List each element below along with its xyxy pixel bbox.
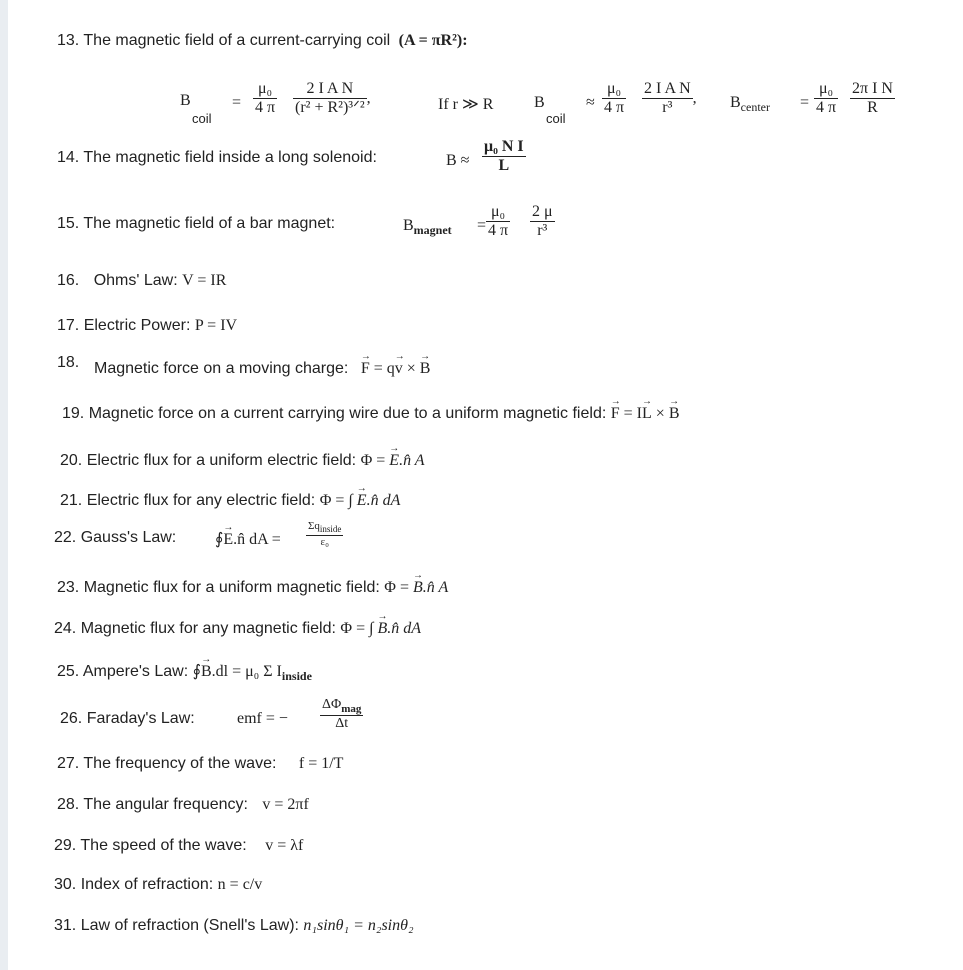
mu-over-4pi-3: $\frac{\text{μ₀}}{4 \pi}$: [816, 80, 837, 117]
solenoid-fraction: $\frac{\text{μ₀ N I}}{L}$: [484, 138, 524, 175]
item-label: Magnetic flux for a uniform magnetic field:: [83, 579, 380, 596]
item-number: 19.: [62, 405, 85, 422]
electric-flux-uniform-formula: Φ = → E.n̂ A: [361, 452, 425, 469]
item-15: [57, 215, 335, 233]
far-field-fraction: $\frac{\text{2 I A N}}{\text{r³}}$ ,: [644, 80, 697, 117]
item-number: 15.: [57, 215, 80, 232]
item-28: [57, 796, 309, 814]
item-13: [57, 32, 468, 50]
item-number: 23.: [57, 579, 80, 596]
approx-sign: ≈: [586, 94, 595, 111]
equals-sign-2: =: [800, 94, 810, 111]
equals-sign: =: [232, 94, 242, 111]
item-number: 21.: [60, 492, 83, 509]
bar-magnet-B: $B_{magnet}$: [403, 217, 452, 238]
item-label: Magnetic force on a current carrying wire due to a uniform magnetic field:: [88, 405, 607, 422]
area-note: (A = πR²):: [398, 32, 468, 49]
item-number: 17.: [57, 317, 80, 334]
item-label: Faraday's Law:: [86, 710, 195, 727]
item-number: 25.: [57, 663, 80, 680]
item-19: [62, 405, 679, 423]
item-number: 16.: [57, 272, 80, 289]
item-31: [54, 917, 414, 935]
item-label: Index of refraction:: [80, 876, 214, 893]
item-label: The magnetic field of a bar magnet:: [83, 215, 336, 232]
coil-subscript-2: coil: [546, 111, 566, 126]
item-label: The magnetic field inside a long solenoid:: [83, 149, 377, 166]
item-27: [57, 755, 343, 773]
item-label: Gauss's Law:: [80, 529, 177, 546]
electric-flux-general-formula: Φ = ∫ → E.n̂ dA: [320, 492, 401, 509]
wave-speed-formula: v = λf: [265, 837, 304, 854]
item-17: [57, 317, 237, 335]
magnetic-flux-general-formula: Φ = ∫ → B.n̂ dA: [340, 620, 421, 637]
item-label: Law of refraction (Snell's Law):: [80, 917, 299, 934]
item-22: [54, 529, 176, 547]
ohms-law-formula: V = IR: [182, 272, 227, 289]
coil-B-symbol: B: [180, 92, 191, 109]
equals-sign-3: =: [477, 217, 487, 234]
wire-force-formula: → F = I→ L × → B: [611, 405, 680, 422]
item-number: 20.: [60, 452, 83, 469]
item-29: [54, 837, 303, 855]
angular-frequency-formula: v = 2πf: [262, 796, 309, 813]
item-30: [54, 876, 262, 894]
item-14: [57, 149, 377, 167]
mu-over-4pi-4: $\frac{\text{μ₀}}{4 \pi}$: [488, 203, 509, 240]
item-number: 26.: [60, 710, 83, 727]
item-label: Magnetic force on a moving charge:: [94, 360, 349, 377]
faraday-fraction: $\frac{\Delta\Phi_{mag}}{\Delta t}$: [322, 697, 362, 732]
item-number: 27.: [57, 755, 80, 772]
item-label: The magnetic field of a current-carrying coil: [83, 32, 391, 49]
item-label: The speed of the wave:: [80, 837, 247, 854]
item-label: The frequency of the wave:: [83, 755, 277, 772]
item-label: Electric flux for any electric field:: [86, 492, 316, 509]
mu-over-4pi: $\frac{\text{μ₀}}{4 \pi}$: [255, 80, 276, 117]
refraction-index-formula: n = c/v: [217, 876, 263, 893]
if-condition: If r ≫ R: [438, 96, 494, 113]
center-fraction: $\frac{\text{2π I N}}{R}$: [852, 80, 893, 117]
item-label: The angular frequency:: [83, 796, 248, 813]
coil-subscript: coil: [192, 111, 212, 126]
item-label: Magnetic flux for any magnetic field:: [80, 620, 336, 637]
item-label: Ampere's Law:: [82, 663, 189, 680]
item-21: [60, 492, 400, 510]
coil-fraction: $\frac{\text{2 I A N}}{\text{(r² + R²)³ᐟ²}}$ ,: [295, 80, 371, 117]
item-16: [57, 272, 226, 290]
item-label: Ohms' Law:: [93, 272, 178, 289]
snell-law-formula: n₁sinθ₁ = n₂sinθ₂: [303, 917, 414, 934]
faraday-lhs: emf = −: [237, 710, 288, 727]
item-number: 28.: [57, 796, 80, 813]
item-number: 14.: [57, 149, 80, 166]
lorentz-force-formula: → F = q→ v × → B: [361, 360, 431, 377]
item-24: [54, 620, 421, 638]
item-label: Electric Power:: [83, 317, 191, 334]
ampere-law-formula: ∮→ B.dl = μ₀ Σ $I_{inside}$: [193, 663, 312, 680]
power-formula: P = IV: [194, 317, 238, 334]
bar-magnet-fraction: $\frac{2 \mu}{\text{r³}}$: [532, 203, 553, 240]
solenoid-lhs: B ≈: [446, 152, 470, 169]
center-B-symbol: $B_{center}$: [730, 94, 770, 115]
mu-over-4pi-2: $\frac{\text{μ₀}}{4 \pi}$: [604, 80, 625, 117]
item-label: Electric flux for a uniform electric field:: [86, 452, 357, 469]
item-number: 31.: [54, 917, 77, 934]
item-18-number: 18.: [57, 354, 80, 371]
magnetic-flux-uniform-formula: Φ = → B.n̂ A: [384, 579, 448, 596]
item-number: 29.: [54, 837, 77, 854]
item-23: [57, 579, 448, 597]
gauss-law-lhs: ∮→ E.n̂ dA =: [215, 529, 281, 549]
item-20: [60, 452, 425, 470]
item-26: [60, 710, 195, 728]
item-number: 13.: [57, 32, 80, 49]
item-number: 30.: [54, 876, 77, 893]
formula-sheet: [8, 0, 963, 970]
item-number: 22.: [54, 529, 77, 546]
item-18: [94, 360, 430, 378]
coil-B-symbol-2: B: [534, 94, 545, 111]
item-25: [57, 661, 312, 684]
gauss-law-fraction: $\frac{\Sigma q_{inside}}{\text{ε₀}}$: [308, 520, 342, 548]
frequency-formula: f = 1/T: [298, 755, 344, 772]
item-number: 24.: [54, 620, 77, 637]
